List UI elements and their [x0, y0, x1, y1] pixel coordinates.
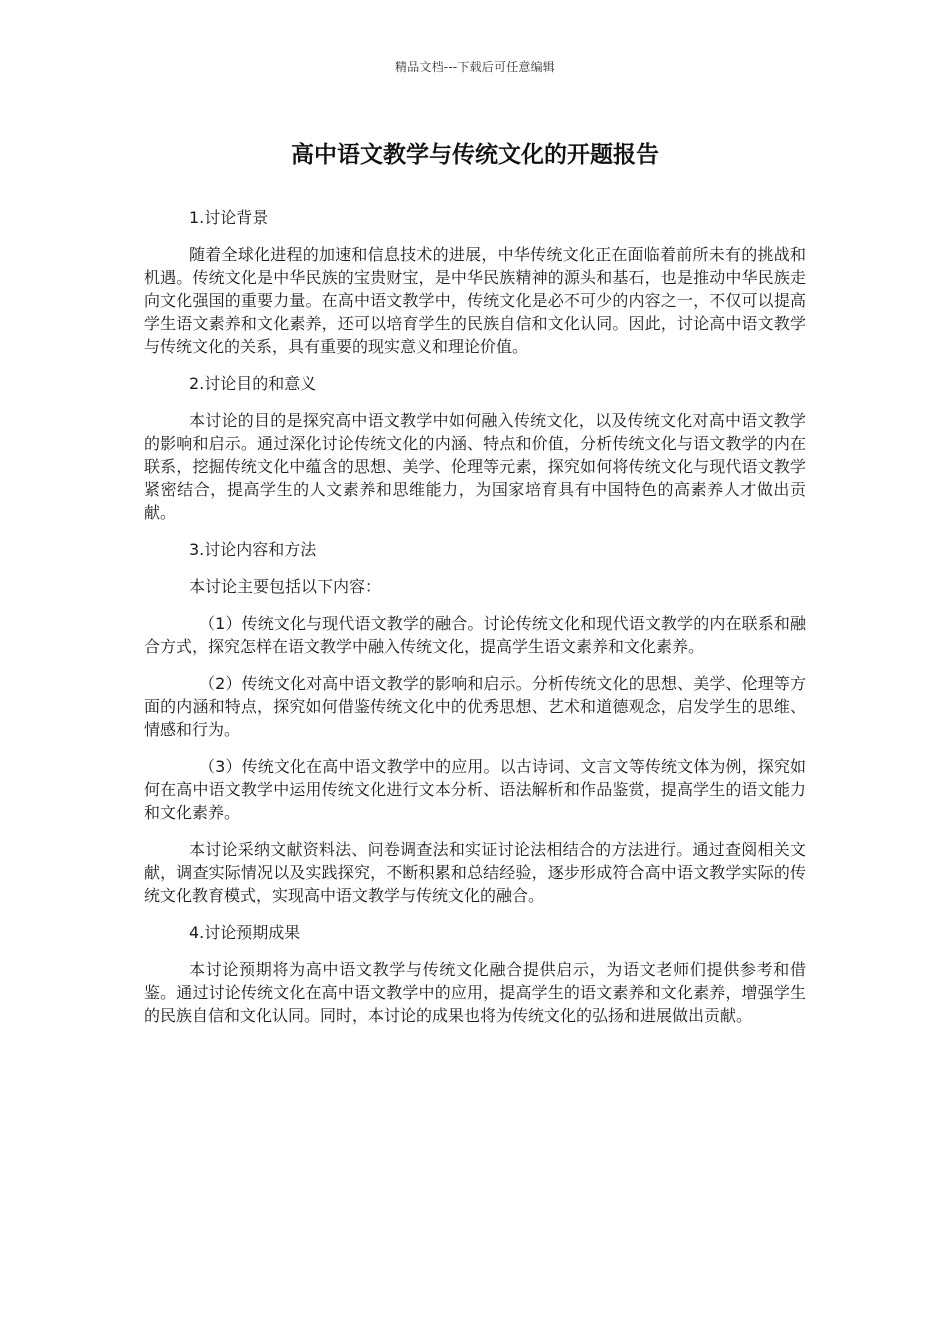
list-item-content-1: （1）传统文化与现代语文教学的融合。讨论传统文化和现代语文教学的内在联系和融合方式，探究怎样在语文教学中融入传统文化，提高学生语文素养和文化素养。 [144, 614, 806, 656]
section-heading-purpose: 2.讨论目的和意义 [189, 374, 317, 393]
section-heading-content: 3.讨论内容和方法 [189, 540, 317, 559]
document-body [144, 206, 806, 1041]
paragraph-purpose: 本讨论的目的是探究高中语文教学中如何融入传统文化，以及传统文化对高中语文教学的影响和启示。通过深化讨论传统文化的内涵、特点和价值，分析传统文化与语文教学的内在联系，挖掘传统文化中蕴含的思想、美学、伦理等元素，探究如何将传统文化与现代语文教学紧密结合，提高学生的人文素养和思维能力，为国家培育具有中国特色的高素养人才做出贡献。 [144, 411, 806, 522]
list-item-content-2: （2）传统文化对高中语文教学的影响和启示。分析传统文化的思想、美学、伦理等方面的内涵和特点，探究如何借鉴传统文化中的优秀思想、艺术和道德观念，启发学生的思维、情感和行为。 [144, 674, 806, 739]
section-heading-background: 1.讨论背景 [189, 208, 269, 227]
document-title: 高中语文教学与传统文化的开题报告 [291, 142, 659, 168]
header-note: 精品文档---下载后可任意编辑 [395, 60, 555, 74]
paragraph-method: 本讨论采纳文献资料法、问卷调查法和实证讨论法相结合的方法进行。通过查阅相关文献，调查实际情况以及实践探究，不断积累和总结经验，逐步形成符合高中语文教学实际的传统文化教育模式，实现高中语文教学与传统文化的融合。 [144, 840, 806, 905]
paragraph-background: 随着全球化进程的加速和信息技术的进展，中华传统文化正在面临着前所未有的挑战和机遇。传统文化是中华民族的宝贵财宝，是中华民族精神的源头和基石，也是推动中华民族走向文化强国的重要力量。在高中语文教学中，传统文化是必不可少的内容之一，不仅可以提高学生语文素养和文化素养，还可以培育学生的民族自信和文化认同。因此，讨论高中语文教学与传统文化的关系，具有重要的现实意义和理论价值。 [144, 245, 806, 356]
paragraph-content-intro: 本讨论主要包括以下内容： [189, 577, 382, 596]
section-heading-results: 4.讨论预期成果 [189, 923, 301, 942]
paragraph-results: 本讨论预期将为高中语文教学与传统文化融合提供启示，为语文老师们提供参考和借鉴。通过讨论传统文化在高中语文教学中的应用，提高学生的语文素养和文化素养，增强学生的民族自信和文化认同。同时，本讨论的成果也将为传统文化的弘扬和进展做出贡献。 [144, 960, 806, 1025]
list-item-content-3: （3）传统文化在高中语文教学中的应用。以古诗词、文言文等传统文体为例，探究如何在高中语文教学中运用传统文化进行文本分析、语法解析和作品鉴赏，提高学生的语文能力和文化素养。 [144, 757, 806, 822]
